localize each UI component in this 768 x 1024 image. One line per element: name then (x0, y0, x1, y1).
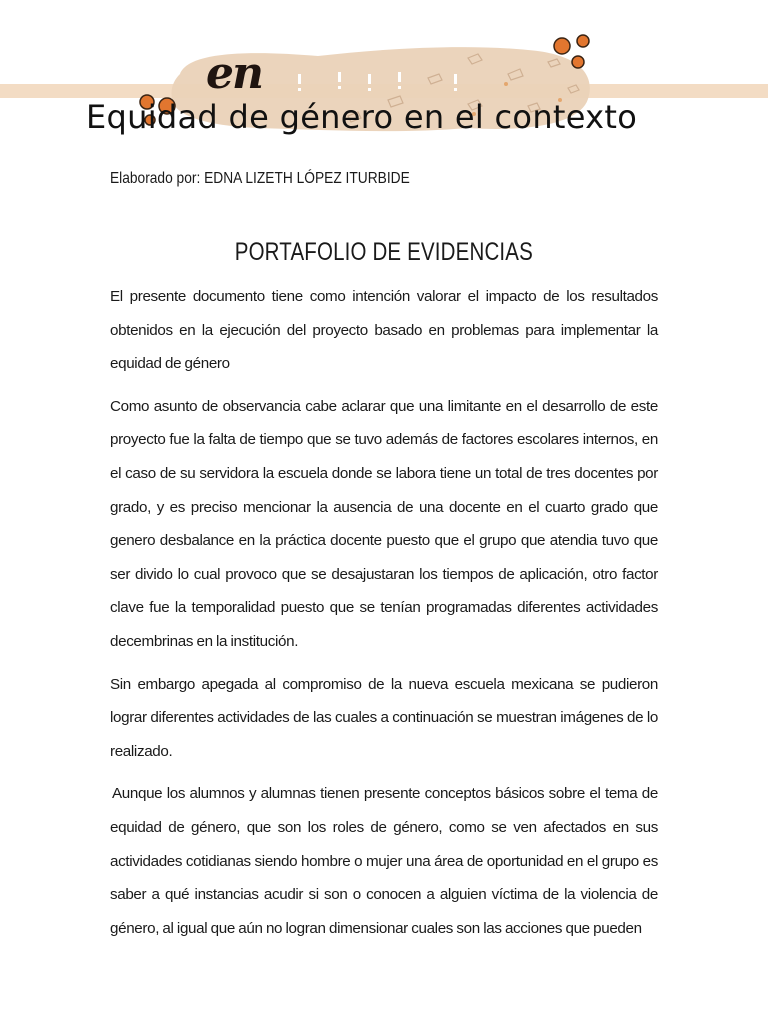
section-title (0, 238, 768, 267)
paragraph: Sin embargo apegada al compromiso de la nueva escuela mexicana se pudieron lograr diferentes actividades de las cuales a continuación se muestran imágenes de lo realizado. (110, 675, 658, 760)
paragraph: Aunque los alumnos y alumnas tienen presente conceptos básicos sobre el tema de equidad de género, que son los roles de género, como se ven afectados en sus actividades cotidianas siendo hombre o mujer una área de oportunidad en el grupo es saber a qué instancias acudir si son o conocen a alguien víctima de la violencia de género, al igual que aún no logran dimensionar cuales son las acciones que pueden (110, 785, 658, 937)
page-title: Equidad de género en el contexto (86, 98, 638, 136)
logo-monogram: en (206, 48, 262, 99)
paragraph: Como asunto de observancia cabe aclarar que una limitante en el desarrollo de este proyecto fue la falta de tiempo que se tuvo además de factores escolares internos, en el caso de su servidora la escuela donde se labora tiene un total de tres docentes por grado, y es preciso mencionar la ausencia de una docente en el cuarto grado que genero desbalance en la práctica docente puesto que el grupo que atendia tuvo que ser divido lo cual provoco que se desajustaran los tiempos de aplicación, otro factor clave fue la temporalidad puesto que se tenían programadas diferentes actividades decembrinas en la institución. (110, 397, 658, 650)
author-line: Elaborado por: EDNA LIZETH LÓPEZ ITURBIDE (110, 170, 410, 187)
document-body (110, 280, 658, 954)
section-title-text: PORTAFOLIO DE EVIDENCIAS (234, 238, 534, 266)
paragraph: El presente documento tiene como intención valorar el impacto de los resultados obtenidos en la ejecución del proyecto basado en problemas para implementar la equidad de género (110, 288, 658, 373)
decorative-dots-top (550, 32, 596, 72)
